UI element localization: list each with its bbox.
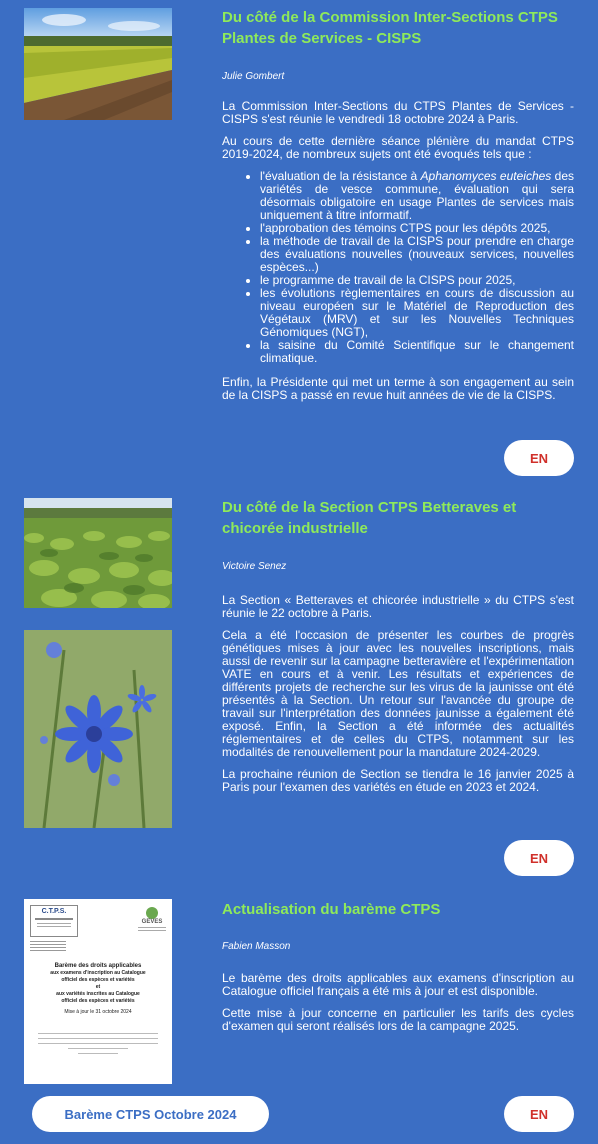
bareme-document-thumbnail: C.T.P.S. GEVES Barème des droits applicables aux examens d'inscription au Catalogue officiel des espèces et variétés et aux variétés inscrites au Catalogue officiel des espèces et variétés Mise à jour le 31 octobre 2024 [24, 899, 172, 1084]
paragraph: Cela a été l'occasion de présenter les courbes de progrès génétiques mises à jour avec les nouvelles inscriptions, mais aussi de revenir sur la campagne betteravière et l'expérimentation VATE en cours et à venir. Les résultats et expériences de différents projets de recherche sur les virus de la jaunisse ont été présentés à la Section. Un retour sur l'avancée du groupe de travail sur l'interprétation des données jaunisse a également été exposé. Enfin, la Section a été informée des actualités réglementaires et de celles du CTPS, notamment sur les modalités de renouvellement pour la mandature 2024-2029. [222, 628, 574, 759]
list-item: • l'évaluation de la résistance à Aphanomyces euteiches des variétés de vesce commune, évaluation qui sera désormais obligatoire en usage Plantes de services mais uniquement à titre informatif. [260, 170, 574, 222]
paragraph: Au cours de cette dernière séance plénière du mandat CTPS 2019-2024, de nombreux sujets ont été évoqués tels que : [222, 134, 574, 161]
article-body-cisps [222, 100, 574, 411]
en-button-cisps[interactable]: EN [504, 440, 574, 476]
paragraph: Le barème des droits applicables aux examens d'inscription au Catalogue officiel français a été mis à jour et est disponible. [222, 971, 574, 998]
ctps-logo: C.T.P.S. [30, 905, 78, 937]
chicory-flower-photo [24, 630, 172, 828]
article-title-betteraves: Du côté de la Section CTPS Betteraves et chicorée industrielle [222, 499, 517, 537]
paragraph: Enfin, la Présidente qui met un terme à son engagement au sein de la CISPS a passé en revue huit années de vie de la CISPS. [222, 375, 574, 402]
geves-logo: GEVES [138, 907, 166, 933]
field-photo-cisps [24, 8, 172, 120]
paragraph: La prochaine réunion de Section se tiendra le 16 janvier 2025 à Paris pour l'examen des variétés en étude en 2023 et 2024. [222, 767, 574, 794]
article-author-bareme: Fabien Masson [222, 941, 291, 952]
article-body-betteraves [222, 594, 574, 803]
list-item: • le programme de travail de la CISPS pour 2025, [260, 274, 574, 287]
list-item: • la méthode de travail de la CISPS pour prendre en charge des évaluations nouvelles (nouveaux services, nouvelles espèces...) [260, 235, 574, 274]
list-item: • les évolutions règlementaires en cours de discussion au niveau européen sur le Matériel de Reproduction des Végétaux (MRV) et sur les Nouvelles Techniques Génomiques (NGT), [260, 287, 574, 339]
article-title-cisps: Du côté de la Commission Inter-Sections CTPS Plantes de Services - CISPS [222, 9, 558, 47]
list-item: • l'approbation des témoins CTPS pour les dépôts 2025, [260, 222, 574, 235]
en-button-bareme[interactable]: EN [504, 1096, 574, 1132]
article-author-betteraves: Victoire Senez [222, 561, 287, 572]
topics-list [222, 170, 574, 365]
list-item: • la saisine du Comité Scientifique sur le changement climatique. [260, 339, 574, 365]
article-title-bareme: Actualisation du barème CTPS [222, 901, 441, 918]
en-button-betteraves[interactable]: EN [504, 840, 574, 876]
paragraph: La Section « Betteraves et chicorée industrielle » du CTPS s'est réunie le 22 octobre à Paris. [222, 593, 574, 620]
paragraph: Cette mise à jour concerne en particulier les tarifs des cycles d'examen qui seront réalisés lors de la campagne 2025. [222, 1006, 574, 1033]
bareme-document-button[interactable]: Barème CTPS Octobre 2024 [32, 1096, 269, 1132]
beet-field-photo [24, 498, 172, 608]
article-author-cisps: Julie Gombert [222, 71, 285, 82]
article-body-bareme [222, 972, 574, 1042]
paragraph: La Commission Inter-Sections du CTPS Plantes de Services - CISPS s'est réunie le vendredi 18 octobre 2024 à Paris. [222, 99, 574, 126]
